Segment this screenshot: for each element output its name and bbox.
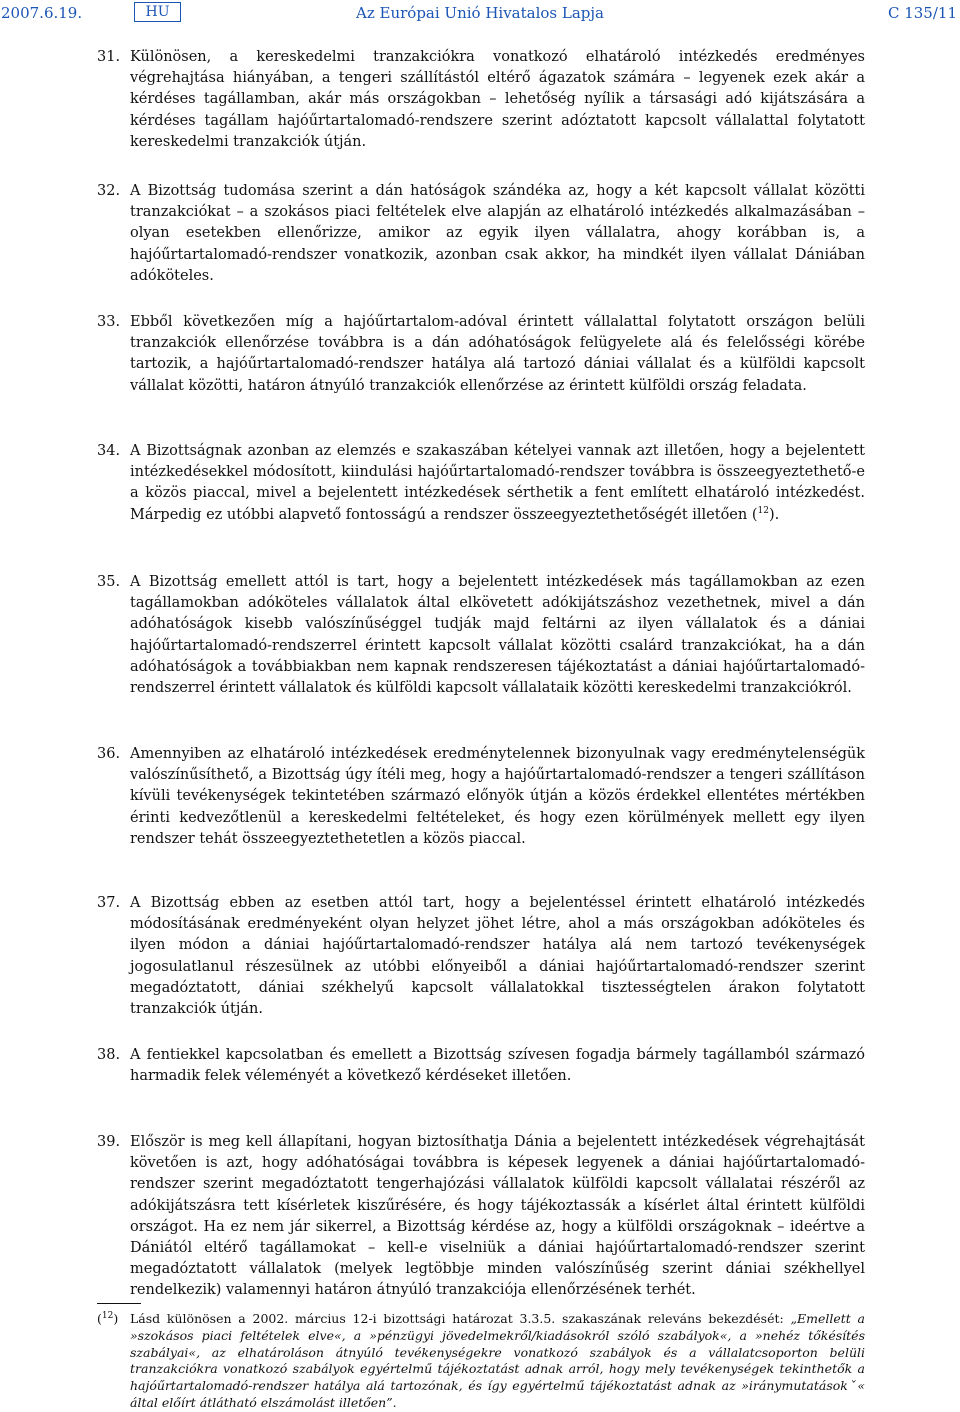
footnote-reference[interactable]: 12: [757, 505, 769, 516]
paragraph-text: Ebből következően míg a hajóűrtartalom-adóval érintett vállalattal folytatott országon belüli tranzakciók ellenőrzése továbbra is a dán adóhatóságok felügyelete alá és felelősségi körébe tartozik, a hajóűrtartalomadó-rendszer hatálya alá tartozó dániai vállalat és a külföldi kapcsolt vállalat közötti, határon átnyúló tranzakciók ellenőrzése az érintett külföldi ország feladata.: [130, 314, 865, 394]
paragraph-text: [130, 441, 865, 526]
paragraph-text: Először is meg kell állapítani, hogyan biztosíthatja Dánia a bejelentett intézkedések végrehajtását követően is azt, hogy adóhatóságai továbbra is képesek legyenek a dániai hajóűrtartalomadó-rendszer szerint megadóztatott tengerhajózási vállalatok külföldi kapcsolt vállalatai részéről az adókijátszásra tett kísérletek kiszűrésére, és hogy tájékoztassák a kísérlet által érintett külföldi országot. Ha ez nem jár sikerrel, a Bizottság kérdése az, hogy a külföldi országoknak – ideértve a Dániától eltérő tagállamokat – kell-e viselniük a dániai hajóűrtartalomadó-rendszer szerint megadóztatott vállalatok (melyek legtöbbje minden valószínűség szerint dániai székhellyel rendelkezik) valamennyi határon átnyúló tranzakciója ellenőrzésének terhét.: [130, 1134, 865, 1299]
footnote-mark-open: (: [97, 1311, 102, 1326]
paragraph-number: 35.: [97, 574, 121, 590]
paragraph-text: Különösen, a kereskedelmi tranzakciókra vonatkozó elhatároló intézkedés eredményes végrehajtása hiányában, a tengeri szállítástól eltérő ágazatok számára – legyenek ezek akár a kérdéses tagállamban, akár más országokban – lehetőség nyílik a társasági adó kijátszására a kérdéses tagállam hajóűrtartalomadó-rendszere szerint adóztatott kapcsolt vállalattal folytatott kereskedelmi tranzakciók útján.: [130, 49, 865, 150]
paragraph-number: 38.: [97, 1047, 121, 1063]
paragraph-38: [97, 1045, 865, 1087]
paragraph-text: Amennyiben az elhatároló intézkedések eredménytelennek bizonyulnak vagy eredménytelenségük valószínűsíthető, a Bizottság úgy ítéli meg, hogy a hajóűrtartalomadó-rendszer a tengeri szállításon kívüli tevékenységek tekintetében származó előnyök útján a közös érdekkel ellentétes mértékben érinti kedvezőtlenül a kereskedelmi feltételeket, és hogy ezen körülmények mellett egy ilyen rendszer tehát összeegyeztethetetlen a közös piaccal.: [130, 746, 865, 847]
paragraph-35: [97, 572, 865, 699]
paragraph-number: 31.: [97, 49, 121, 65]
footnote-mark-number: 12: [101, 1310, 114, 1321]
paragraph-number: 37.: [97, 895, 121, 911]
footnote-lead: Lásd különösen a 2002. március 12-i bizottsági határozat 3.3.5. szakaszának releváns bekezdését:: [130, 1311, 791, 1326]
paragraph-text: A Bizottság ebben az esetben attól tart, hogy a bejelentéssel érintett elhatároló intézkedés módosításának eredményeként olyan helyzet jöhet létre, ahol a más országokban adóköteles és ilyen módon a dániai hajóűrtartalomadó-rendszer hatálya alá nem tartozó tevékenységek jogosulatlanul részesülnek az utóbbi előnyeiből a dániai hajóűrtartalomadó-rendszer szerint megadóztatott, dániai székhelyű kapcsolt vállalatokkal tisztességtelen árakon folytatott tranzakciók útján.: [130, 895, 865, 1018]
paragraph-number: 33.: [97, 314, 121, 330]
page-header: [0, 0, 960, 30]
paragraph-text: A Bizottság tudomása szerint a dán hatóságok szándéka az, hogy a két kapcsolt vállalat közötti tranzakciókat – a szokásos piaci feltételek elve alapján az elhatároló intézkedés alkalmazásában – olyan esetekben ellenőrizze, amikor az egyik ilyen vállalatra, ahogy korábban is, a hajóűrtartalomadó-rendszer vonatkozik, azonban csak akkor, ha mindkét ilyen vállalat Dániában adóköteles.: [130, 183, 865, 284]
language-badge: HU: [134, 2, 181, 22]
footnote-quote: „Emellett a »szokásos piaci feltételek elve«, a »pénzügyi jövedelmekről/kiadásokról szóló szabályok«, a »nehéz tőkésítés szabályai«, az elhatároláson átnyúló tevékenységekre vonatkozó szabályok és a vállalatcsoporton belüli tranzakciókra vonatkozó szabályok egyértelmű tájékoztatást adnak arról, hogy mely tevékenységek tekinthetők a hajóűrtartalomadó-rendszer hatálya alá tartozónak, és így egyértelmű tájékoztatást adnak az »iránymutatásokˇ« által előírt átlátható elszámolást illetően”.: [130, 1311, 865, 1410]
paragraph-31: [97, 47, 865, 153]
header-date: 2007.6.19.: [1, 4, 83, 22]
paragraph-37: [97, 893, 865, 1020]
footnote-mark-close: ): [113, 1311, 119, 1326]
paragraph-36: [97, 744, 865, 850]
footnote-divider: [97, 1303, 141, 1304]
page-number: C 135/11: [887, 4, 957, 22]
paragraph-number: 34.: [97, 443, 121, 459]
footnote-text: [130, 1311, 865, 1412]
paragraph-34: [97, 441, 865, 526]
paragraph-32: [97, 181, 865, 287]
footnote-mark: [97, 1311, 118, 1328]
paragraph-text: A fentiekkel kapcsolatban és emellett a Bizottság szívesen fogadja bármely tagállamból származó harmadik felek véleményét a következő kérdéseket illetően.: [130, 1047, 865, 1085]
paragraph-number: 32.: [97, 183, 121, 199]
footnote: [97, 1311, 865, 1412]
paragraph-number: 39.: [97, 1134, 121, 1150]
paragraph-body: A Bizottságnak azonban az elemzés e szakaszában kételyei vannak azt illetően, hogy a bejelentett intézkedésekkel módosított, kiindulási hajóűrtartalomadó-rendszer továbbra is összeegyeztethető-e a közös piaccal, mivel a bejelentett intézkedések sérthetik a fent említett elhatároló intézkedést. Márpedig ez utóbbi alapvető fontosságú a rendszer összeegyeztethetőségét illetően (: [130, 443, 865, 523]
paragraph-number: 36.: [97, 746, 121, 762]
journal-title: Az Európai Unió Hivatalos Lapja: [356, 4, 604, 22]
paragraph-39: [97, 1132, 865, 1302]
paragraph-33: [97, 312, 865, 397]
paragraph-text: A Bizottság emellett attól is tart, hogy a bejelentett intézkedések más tagállamokban az ezen tagállamokban adóköteles vállalatok által elkövetett adókijátszáshoz vezethetnek, mivel a dán adóhatóságok kisebb valószínűséggel tudják majd feltárni az ilyen vállalatok és a dániai hajóűrtartalomadó-rendszerrel érintett kapcsolt vállalat közötti csalárd tranzakciókat, ha a dán adóhatóságok a továbbiakban nem kapnak rendszeresen tájékoztatást a dániai hajóűrtartalomadó-rendszerrel érintett vállalatok és külföldi kapcsolt vállalataik közötti kereskedelmi tranzakciókról.: [130, 574, 865, 697]
paragraph-tail: ).: [768, 506, 780, 523]
